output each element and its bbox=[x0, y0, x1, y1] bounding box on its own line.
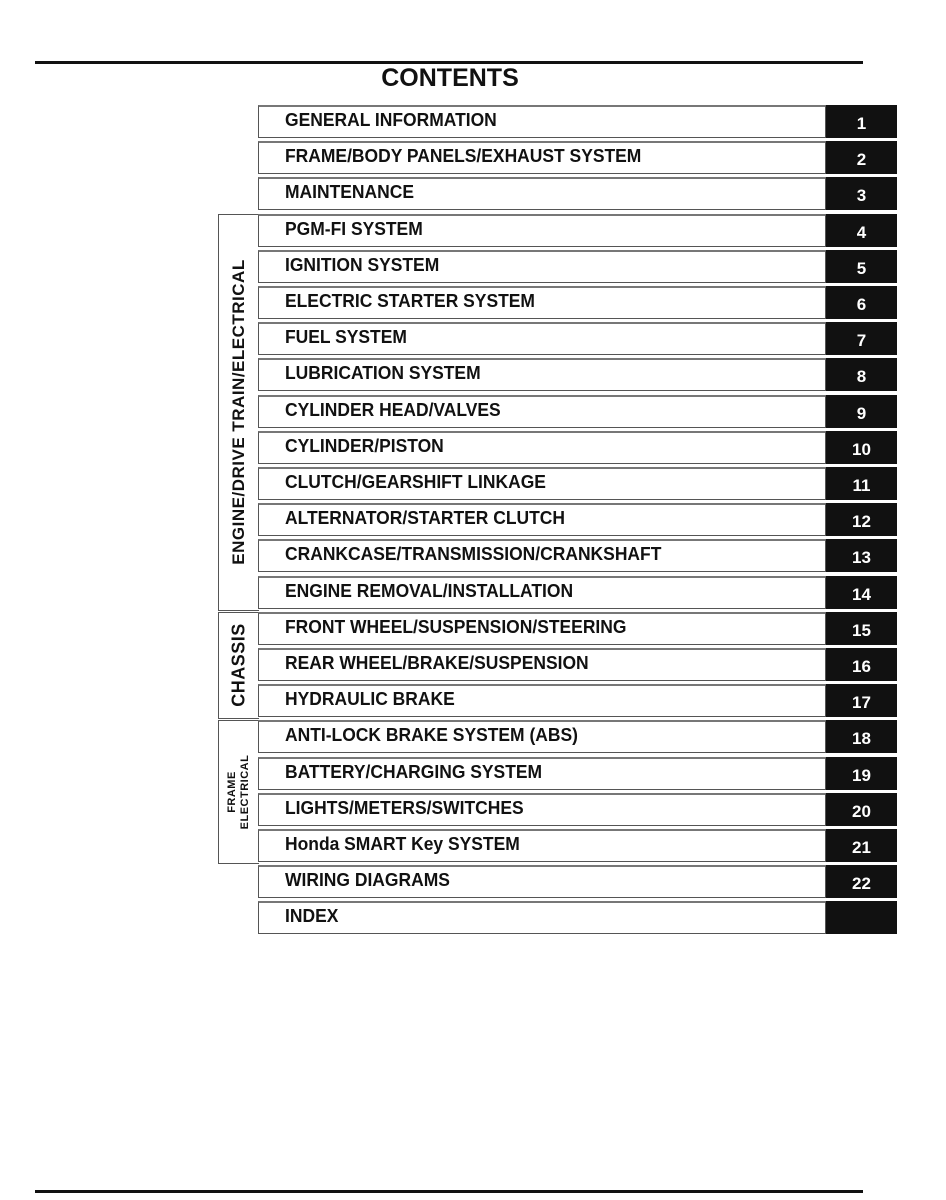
section-tab[interactable] bbox=[826, 395, 897, 428]
toc-entry-label[interactable]: GENERAL INFORMATION bbox=[285, 110, 497, 130]
toc-entry[interactable] bbox=[258, 177, 897, 209]
toc-entry-box bbox=[258, 250, 826, 283]
section-tab[interactable] bbox=[826, 720, 897, 753]
group-engine-drivetrain-electrical bbox=[218, 214, 259, 611]
toc-entry[interactable] bbox=[258, 322, 897, 354]
toc-entry-label[interactable]: ENGINE REMOVAL/INSTALLATION bbox=[285, 580, 574, 601]
section-number: 2 bbox=[856, 150, 867, 170]
section-number: 11 bbox=[852, 476, 871, 495]
toc-entry-box bbox=[258, 576, 826, 609]
section-number: 8 bbox=[856, 367, 867, 387]
toc-entry-label[interactable]: INDEX bbox=[285, 906, 339, 927]
toc-entry[interactable] bbox=[258, 865, 897, 897]
section-number: 3 bbox=[856, 186, 867, 206]
section-tab[interactable] bbox=[826, 793, 897, 826]
section-number: 4 bbox=[856, 222, 867, 242]
group-frame-electrical bbox=[218, 720, 259, 864]
toc-entry[interactable] bbox=[258, 503, 897, 535]
toc-entry[interactable] bbox=[258, 467, 897, 499]
section-number: 18 bbox=[852, 729, 871, 749]
group-label: ENGINE/DRIVE TRAIN/ELECTRICAL bbox=[229, 259, 248, 565]
toc-entry[interactable] bbox=[258, 105, 897, 137]
toc-entry[interactable] bbox=[258, 539, 897, 571]
section-number: 14 bbox=[852, 584, 871, 604]
toc-entry-label[interactable]: PGM-FI SYSTEM bbox=[285, 218, 423, 239]
toc-entry-box bbox=[258, 865, 826, 898]
section-number: 20 bbox=[852, 801, 871, 821]
toc-entry-label[interactable]: ALTERNATOR/STARTER CLUTCH bbox=[285, 508, 565, 529]
bottom-rule bbox=[35, 1190, 863, 1193]
page-title bbox=[0, 64, 900, 93]
section-tab[interactable] bbox=[826, 322, 897, 355]
section-tab[interactable] bbox=[826, 576, 897, 609]
section-tab[interactable] bbox=[826, 286, 897, 319]
toc-entry-label[interactable]: IGNITION SYSTEM bbox=[285, 254, 440, 275]
toc-entry-box bbox=[258, 648, 826, 681]
section-tab[interactable] bbox=[826, 431, 897, 464]
toc-entry[interactable] bbox=[258, 901, 897, 933]
toc-entry-label[interactable]: BATTERY/CHARGING SYSTEM bbox=[285, 761, 543, 782]
section-tab[interactable] bbox=[826, 250, 897, 283]
toc-entry-box bbox=[258, 829, 826, 862]
group-label: CHASSIS bbox=[228, 623, 249, 708]
section-number: 7 bbox=[856, 331, 867, 351]
section-tab[interactable] bbox=[826, 467, 897, 500]
section-number: 19 bbox=[852, 765, 871, 785]
toc-entry-label[interactable]: FUEL SYSTEM bbox=[285, 327, 407, 348]
group-label bbox=[226, 755, 252, 830]
toc-entry-label[interactable]: HYDRAULIC BRAKE bbox=[285, 689, 455, 710]
toc-entry-box bbox=[258, 720, 826, 753]
toc-entry-label[interactable]: FRONT WHEEL/SUSPENSION/STEERING bbox=[285, 616, 627, 637]
toc-entry[interactable] bbox=[258, 793, 897, 825]
toc-entry-label[interactable]: ANTI-LOCK BRAKE SYSTEM (ABS) bbox=[285, 725, 578, 746]
toc-entry-label[interactable]: ELECTRIC STARTER SYSTEM bbox=[285, 291, 535, 311]
section-tab[interactable] bbox=[826, 105, 897, 138]
section-tab[interactable] bbox=[826, 141, 897, 174]
toc-entry-box bbox=[258, 358, 826, 391]
toc-entry-label[interactable]: LUBRICATION SYSTEM bbox=[285, 363, 481, 384]
toc-entry-box bbox=[258, 901, 826, 934]
section-number: 15 bbox=[852, 620, 871, 640]
section-tab[interactable] bbox=[826, 901, 897, 934]
toc-entry-label[interactable]: MAINTENANCE bbox=[285, 182, 415, 203]
toc-entry-box bbox=[258, 214, 826, 247]
toc-entry[interactable] bbox=[258, 250, 897, 282]
toc-entry-box bbox=[258, 757, 826, 790]
toc-entry[interactable] bbox=[258, 395, 897, 427]
toc-entry[interactable] bbox=[258, 829, 897, 861]
toc-entry-box bbox=[258, 177, 826, 210]
toc-entry-box bbox=[258, 684, 826, 717]
group-label-line1: FRAME bbox=[226, 771, 238, 813]
section-tab[interactable] bbox=[826, 829, 897, 862]
section-number: 16 bbox=[852, 657, 871, 676]
toc-entry[interactable] bbox=[258, 757, 897, 789]
toc-entry-box bbox=[258, 322, 826, 355]
toc-entry[interactable] bbox=[258, 648, 897, 680]
toc-entry-label[interactable]: LIGHTS/METERS/SWITCHES bbox=[285, 797, 524, 818]
section-number: 1 bbox=[856, 114, 867, 133]
page-title-text: CONTENTS bbox=[381, 64, 519, 92]
toc-entry-label[interactable]: FRAME/BODY PANELS/EXHAUST SYSTEM bbox=[285, 146, 642, 167]
toc-entry-label[interactable]: CYLINDER/PISTON bbox=[285, 435, 444, 456]
toc-entry-box bbox=[258, 612, 826, 645]
toc-entry-label[interactable]: CLUTCH/GEARSHIFT LINKAGE bbox=[285, 472, 546, 492]
section-tab[interactable] bbox=[826, 177, 897, 210]
toc-entry[interactable] bbox=[258, 720, 897, 752]
section-tab[interactable] bbox=[826, 757, 897, 790]
toc-entry-label[interactable]: WIRING DIAGRAMS bbox=[285, 870, 450, 891]
section-number: 10 bbox=[852, 439, 871, 459]
section-number: 12 bbox=[852, 512, 871, 532]
toc-entry-box bbox=[258, 539, 826, 572]
section-tab[interactable] bbox=[826, 214, 897, 247]
section-number: 21 bbox=[852, 838, 871, 857]
toc-entry-box bbox=[258, 467, 826, 500]
group-chassis bbox=[218, 612, 259, 719]
toc-entry-box bbox=[258, 503, 826, 536]
section-number: 17 bbox=[852, 693, 871, 713]
section-number: 5 bbox=[856, 258, 867, 278]
section-tab[interactable] bbox=[826, 503, 897, 536]
group-label-line2: ELECTRICAL bbox=[239, 754, 251, 830]
section-tab[interactable] bbox=[826, 612, 897, 645]
section-number: 6 bbox=[856, 295, 867, 314]
toc-entry-box bbox=[258, 793, 826, 826]
toc-entry-box bbox=[258, 395, 826, 428]
section-tab[interactable] bbox=[826, 539, 897, 572]
section-number: 9 bbox=[856, 403, 867, 423]
toc-entry[interactable] bbox=[258, 431, 897, 463]
toc-entry-label[interactable]: CRANKCASE/TRANSMISSION/CRANKSHAFT bbox=[285, 544, 662, 565]
toc-entry[interactable] bbox=[258, 684, 897, 716]
section-number: 13 bbox=[852, 548, 871, 568]
section-tab[interactable] bbox=[826, 648, 897, 681]
toc-entry-box bbox=[258, 105, 826, 138]
toc-entry[interactable] bbox=[258, 141, 897, 173]
toc-entry-box bbox=[258, 286, 826, 319]
toc-entry[interactable] bbox=[258, 358, 897, 390]
section-tab[interactable] bbox=[826, 865, 897, 898]
toc-entry[interactable] bbox=[258, 576, 897, 608]
toc-entry-label[interactable]: Honda SMART Key SYSTEM bbox=[285, 834, 520, 854]
toc-entry-label[interactable]: CYLINDER HEAD/VALVES bbox=[285, 399, 501, 420]
toc-entry-box bbox=[258, 431, 826, 464]
toc-entry[interactable] bbox=[258, 612, 897, 644]
section-tab[interactable] bbox=[826, 684, 897, 717]
toc-entry-box bbox=[258, 141, 826, 174]
section-number: 22 bbox=[852, 874, 871, 894]
toc-entry[interactable] bbox=[258, 214, 897, 246]
section-tab[interactable] bbox=[826, 358, 897, 391]
toc-entry[interactable] bbox=[258, 286, 897, 318]
toc-entry-label[interactable]: REAR WHEEL/BRAKE/SUSPENSION bbox=[285, 653, 589, 673]
